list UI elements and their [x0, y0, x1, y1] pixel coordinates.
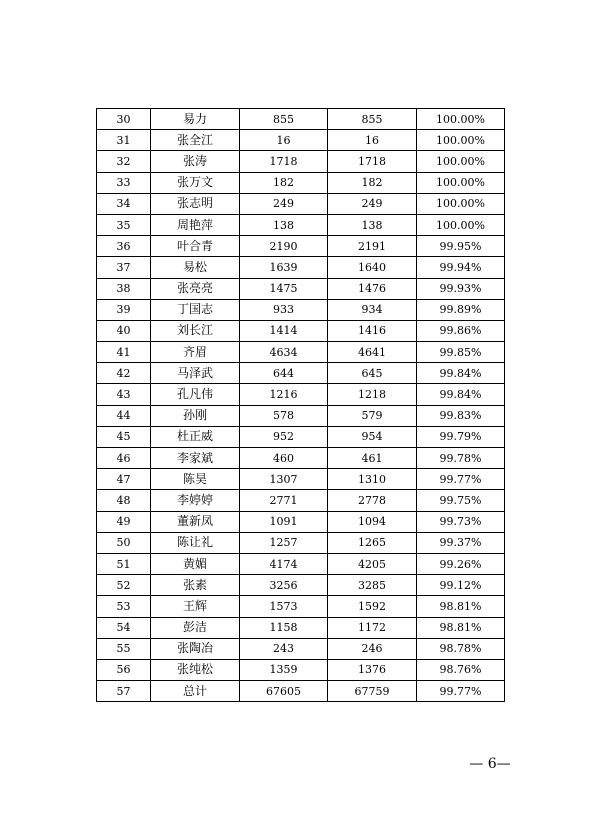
table-row [97, 384, 505, 405]
cell-count-b: 182 [328, 172, 417, 193]
cell-name: 张涛 [151, 151, 240, 172]
cell-count-a: 3256 [240, 575, 328, 596]
cell-count-a: 1359 [240, 659, 328, 680]
cell-name: 张志明 [151, 193, 240, 214]
cell-name: 张素 [151, 575, 240, 596]
cell-number: 34 [97, 193, 151, 214]
table-row [97, 299, 505, 320]
cell-name: 刘长江 [151, 320, 240, 341]
cell-name: 张亮亮 [151, 278, 240, 299]
cell-count-b: 645 [328, 363, 417, 384]
cell-number: 30 [97, 109, 151, 130]
cell-number: 40 [97, 320, 151, 341]
cell-count-a: 1573 [240, 596, 328, 617]
cell-count-a: 1718 [240, 151, 328, 172]
cell-count-a: 1158 [240, 617, 328, 638]
table-row [97, 532, 505, 553]
cell-rate: 98.81% [417, 596, 505, 617]
cell-count-b: 855 [328, 109, 417, 130]
cell-count-a: 1257 [240, 532, 328, 553]
cell-number: 52 [97, 575, 151, 596]
cell-name: 董新凤 [151, 511, 240, 532]
cell-number: 41 [97, 342, 151, 363]
cell-rate: 99.84% [417, 384, 505, 405]
table-row [97, 109, 505, 130]
table-row [97, 130, 505, 151]
table-row [97, 363, 505, 384]
cell-name: 李家斌 [151, 448, 240, 469]
cell-count-a: 138 [240, 214, 328, 235]
cell-number: 37 [97, 257, 151, 278]
cell-rate: 99.26% [417, 553, 505, 574]
cell-number: 53 [97, 596, 151, 617]
cell-count-a: 933 [240, 299, 328, 320]
cell-rate: 99.77% [417, 469, 505, 490]
cell-count-a: 1307 [240, 469, 328, 490]
table-row [97, 596, 505, 617]
cell-count-a: 67605 [240, 681, 328, 702]
table-row [97, 320, 505, 341]
cell-count-b: 461 [328, 448, 417, 469]
cell-count-b: 1218 [328, 384, 417, 405]
cell-name: 杜正威 [151, 426, 240, 447]
cell-count-b: 1416 [328, 320, 417, 341]
cell-count-b: 934 [328, 299, 417, 320]
cell-number: 55 [97, 638, 151, 659]
cell-count-a: 952 [240, 426, 328, 447]
cell-count-a: 2771 [240, 490, 328, 511]
table-row [97, 469, 505, 490]
cell-number: 43 [97, 384, 151, 405]
cell-count-b: 246 [328, 638, 417, 659]
cell-rate: 99.79% [417, 426, 505, 447]
cell-number: 39 [97, 299, 151, 320]
cell-rate: 99.77% [417, 681, 505, 702]
table-row [97, 236, 505, 257]
cell-name: 马泽武 [151, 363, 240, 384]
cell-rate: 99.78% [417, 448, 505, 469]
cell-number: 45 [97, 426, 151, 447]
table-row [97, 172, 505, 193]
cell-number: 35 [97, 214, 151, 235]
cell-rate: 100.00% [417, 109, 505, 130]
cell-number: 33 [97, 172, 151, 193]
table-row [97, 575, 505, 596]
statistics-table [96, 108, 505, 702]
cell-count-b: 249 [328, 193, 417, 214]
cell-number: 56 [97, 659, 151, 680]
cell-number: 50 [97, 532, 151, 553]
cell-number: 38 [97, 278, 151, 299]
cell-count-b: 4205 [328, 553, 417, 574]
cell-number: 32 [97, 151, 151, 172]
cell-rate: 99.94% [417, 257, 505, 278]
cell-name: 丁国志 [151, 299, 240, 320]
cell-name: 陈昊 [151, 469, 240, 490]
cell-count-b: 1718 [328, 151, 417, 172]
table-row [97, 638, 505, 659]
cell-number: 47 [97, 469, 151, 490]
cell-count-b: 1376 [328, 659, 417, 680]
cell-name: 齐眉 [151, 342, 240, 363]
cell-rate: 99.85% [417, 342, 505, 363]
cell-number: 54 [97, 617, 151, 638]
cell-name: 李婷婷 [151, 490, 240, 511]
cell-name: 张陶冶 [151, 638, 240, 659]
cell-count-a: 2190 [240, 236, 328, 257]
cell-name: 叶合青 [151, 236, 240, 257]
cell-number: 36 [97, 236, 151, 257]
cell-number: 49 [97, 511, 151, 532]
cell-count-a: 4174 [240, 553, 328, 574]
cell-count-a: 1091 [240, 511, 328, 532]
cell-name: 孔凡伟 [151, 384, 240, 405]
cell-number: 31 [97, 130, 151, 151]
cell-rate: 99.93% [417, 278, 505, 299]
cell-number: 57 [97, 681, 151, 702]
cell-rate: 100.00% [417, 214, 505, 235]
cell-count-b: 1172 [328, 617, 417, 638]
table-row [97, 278, 505, 299]
table-row [97, 659, 505, 680]
cell-rate: 99.84% [417, 363, 505, 384]
table-row [97, 617, 505, 638]
cell-number: 42 [97, 363, 151, 384]
table-row [97, 257, 505, 278]
cell-name: 张全江 [151, 130, 240, 151]
cell-count-a: 16 [240, 130, 328, 151]
cell-number: 48 [97, 490, 151, 511]
cell-count-a: 1414 [240, 320, 328, 341]
cell-number: 51 [97, 553, 151, 574]
cell-count-b: 1640 [328, 257, 417, 278]
cell-count-b: 1265 [328, 532, 417, 553]
cell-count-a: 460 [240, 448, 328, 469]
cell-count-a: 1216 [240, 384, 328, 405]
table-row [97, 342, 505, 363]
cell-count-a: 644 [240, 363, 328, 384]
cell-rate: 99.95% [417, 236, 505, 257]
cell-count-b: 1592 [328, 596, 417, 617]
cell-rate: 99.37% [417, 532, 505, 553]
table-row [97, 490, 505, 511]
cell-count-a: 855 [240, 109, 328, 130]
table-row [97, 511, 505, 532]
cell-count-b: 954 [328, 426, 417, 447]
cell-count-a: 1639 [240, 257, 328, 278]
cell-name: 易力 [151, 109, 240, 130]
cell-rate: 100.00% [417, 130, 505, 151]
table-row [97, 405, 505, 426]
table-row [97, 426, 505, 447]
table-row [97, 151, 505, 172]
cell-number: 44 [97, 405, 151, 426]
cell-rate: 100.00% [417, 193, 505, 214]
cell-name: 孙刚 [151, 405, 240, 426]
cell-rate: 99.86% [417, 320, 505, 341]
cell-count-b: 16 [328, 130, 417, 151]
cell-count-b: 2778 [328, 490, 417, 511]
cell-rate: 98.76% [417, 659, 505, 680]
cell-name: 易松 [151, 257, 240, 278]
table-body [97, 109, 505, 702]
cell-rate: 100.00% [417, 172, 505, 193]
cell-name: 彭洁 [151, 617, 240, 638]
cell-count-b: 579 [328, 405, 417, 426]
cell-count-b: 4641 [328, 342, 417, 363]
cell-rate: 98.81% [417, 617, 505, 638]
cell-count-a: 182 [240, 172, 328, 193]
cell-rate: 99.75% [417, 490, 505, 511]
table-row [97, 681, 505, 702]
cell-count-b: 1094 [328, 511, 417, 532]
table-row [97, 214, 505, 235]
cell-rate: 99.83% [417, 405, 505, 426]
cell-count-b: 3285 [328, 575, 417, 596]
page-number: — 6— [469, 756, 511, 772]
cell-count-b: 138 [328, 214, 417, 235]
table-row [97, 448, 505, 469]
cell-name: 王辉 [151, 596, 240, 617]
table-row [97, 553, 505, 574]
cell-count-b: 1310 [328, 469, 417, 490]
cell-rate: 99.73% [417, 511, 505, 532]
cell-rate: 100.00% [417, 151, 505, 172]
cell-count-a: 243 [240, 638, 328, 659]
cell-name: 陈让礼 [151, 532, 240, 553]
cell-rate: 99.89% [417, 299, 505, 320]
cell-name: 张纯松 [151, 659, 240, 680]
cell-count-a: 578 [240, 405, 328, 426]
table-row [97, 193, 505, 214]
cell-count-a: 4634 [240, 342, 328, 363]
cell-count-b: 67759 [328, 681, 417, 702]
cell-count-b: 2191 [328, 236, 417, 257]
cell-rate: 98.78% [417, 638, 505, 659]
cell-name: 张万文 [151, 172, 240, 193]
cell-name: 周艳萍 [151, 214, 240, 235]
cell-name: 黄媚 [151, 553, 240, 574]
cell-rate: 99.12% [417, 575, 505, 596]
cell-count-a: 1475 [240, 278, 328, 299]
cell-number: 46 [97, 448, 151, 469]
cell-count-a: 249 [240, 193, 328, 214]
cell-count-b: 1476 [328, 278, 417, 299]
cell-name: 总计 [151, 681, 240, 702]
